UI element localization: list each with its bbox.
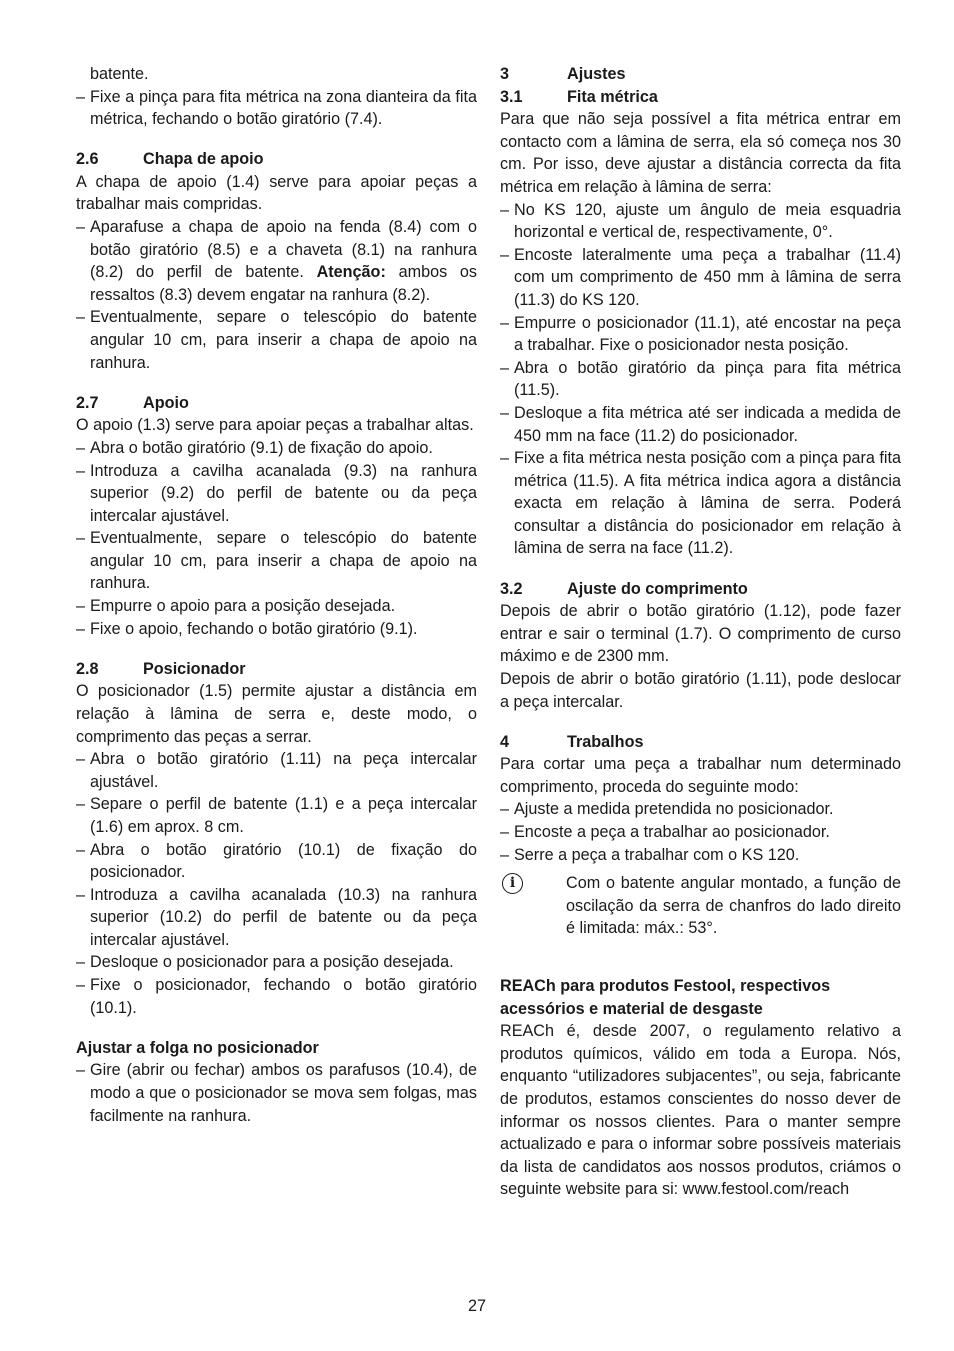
steps-list: [76, 748, 477, 1019]
paragraph: O posicionador (1.5) permite ajustar a distância em relação à lâmina de serra e, deste modo, o comprimento das peças a serrar.: [76, 682, 477, 746]
section-title: Trabalhos: [567, 732, 644, 751]
info-icon: i: [502, 873, 523, 894]
right-column: [500, 63, 901, 1201]
list-item: – Abra o botão giratório (10.1) de fixação do posicionador.: [76, 839, 477, 884]
section-heading-3-1: [500, 86, 901, 109]
list-item: [76, 216, 477, 306]
list-item: – Encoste a peça a trabalhar ao posicionador.: [500, 821, 901, 844]
note-text: Com o batente angular montado, a função de oscilação da serra de chanfros do lado direito é limitada: máx.: 53°.: [566, 874, 901, 938]
section-number: 3: [500, 65, 510, 83]
section-heading-3-2: [500, 578, 901, 601]
steps-list: [76, 1059, 477, 1127]
section-number: 2.8: [76, 659, 99, 678]
section-number: 4: [500, 732, 510, 751]
paragraph: A chapa de apoio (1.4) serve para apoiar peças a trabalhar mais compridas.: [76, 172, 477, 214]
text-run: ambos os ressaltos (8.3) devem engatar na ranhura (8.2).: [90, 263, 477, 304]
left-column: [76, 63, 477, 1127]
list-item: – Eventualmente, separe o telescópio do batente angular 10 cm, para inserir a chapa de apoio na ranhura.: [76, 527, 477, 595]
list-item: – Separe o perfil de batente (1.1) e a peça intercalar (1.6) em aprox. 8 cm.: [76, 793, 477, 838]
list-item: – Desloque o posicionador para a posição desejada.: [76, 951, 477, 974]
list-item: – Introduza a cavilha acanalada (10.3) na ranhura superior (10.2) do perfil de batente ou da peça intercalar ajustável.: [76, 884, 477, 952]
section-number: 3.2: [500, 579, 523, 598]
list-item: – Abra o botão giratório (1.11) na peça intercalar ajustável.: [76, 748, 477, 793]
list-item: – Empurre o apoio para a posição desejada.: [76, 595, 477, 618]
list-item: – Fixe o apoio, fechando o botão giratório (9.1).: [76, 618, 477, 641]
paragraph: REACh é, desde 2007, o regulamento relativo a produtos químicos, válido em toda a Europa. Nós, enquanto “utilizadores subjacentes”, ou seja, fabricante de produtos, estamos conscientes do nosso dever de informar os nossos clientes. Para o manter sempre actualizado e para o informar sobre possíveis materiais da lista de candidatos aos nossos produtos, criámos o seguinte website para si: www.festool.com/reach: [500, 1022, 901, 1199]
section-heading-3: [500, 63, 901, 86]
list-item: – Empurre o posicionador (11.1), até encostar na peça a trabalhar. Fixe o posicionador nesta posição.: [500, 312, 901, 357]
list-item: – Serre a peça a trabalhar com o KS 120.: [500, 844, 901, 867]
section-heading-4: [500, 731, 901, 754]
section-number: 3.1: [500, 87, 523, 106]
paragraph: O apoio (1.3) serve para apoiar peças a trabalhar altas.: [76, 416, 474, 435]
list-item: – Eventualmente, separe o telescópio do batente angular 10 cm, para inserir a chapa de apoio na ranhura.: [76, 306, 477, 374]
steps-list: [500, 798, 901, 866]
intro-list: [76, 86, 477, 131]
section-title: Posicionador: [143, 659, 246, 678]
section-heading-2-8: [76, 658, 477, 681]
list-item: – Fixe a fita métrica nesta posição com a pinça para fita métrica (11.5). A fita métrica indica agora a distância exacta em relação à lâmina de serra. Poderá consultar a distância do posicionador em relação à lâmina de serra na face (11.2).: [500, 447, 901, 560]
paragraph: Para que não seja possível a fita métrica entrar em contacto com a lâmina de serra, ela só começa nos 30 cm. Por isso, deve ajustar a distância correcta da fita métrica em relação à lâmina de serra:: [500, 110, 901, 196]
section-number: 2.7: [76, 393, 99, 412]
section-title: Apoio: [143, 393, 189, 412]
list-item: – Gire (abrir ou fechar) ambos os parafusos (10.4), de modo a que o posicionador se mova sem folgas, mas facilmente na ranhura.: [76, 1059, 477, 1127]
section-heading-2-6: [76, 148, 477, 171]
paragraph: Depois de abrir o botão giratório (1.11), pode deslocar a peça intercalar.: [500, 669, 901, 711]
steps-list: [500, 199, 901, 561]
list-item: – Abra o botão giratório (9.1) de fixação do apoio.: [76, 437, 477, 460]
steps-list: [76, 437, 477, 640]
info-note: [500, 872, 901, 940]
steps-list: [76, 216, 477, 374]
list-item: – Abra o botão giratório da pinça para fita métrica (11.5).: [500, 357, 901, 402]
section-title: Ajuste do comprimento: [567, 579, 748, 598]
reach-heading: REACh para produtos Festool, respectivos acessórios e material de desgaste: [500, 976, 831, 1018]
text-run: Aparafuse a chapa de apoio na fenda (8.4) com o botão giratório (8.5) e a chaveta (8.1) na ranhura (8.2) do perfil de batente.: [90, 218, 477, 282]
section-title: Chapa de apoio: [143, 150, 264, 169]
list-item: – No KS 120, ajuste um ângulo de meia esquadria horizontal e vertical de, respectivamente, 0°.: [500, 199, 901, 244]
warning-label: Atenção:: [316, 263, 386, 282]
section-number: 2.6: [76, 150, 99, 169]
list-item: – Ajuste a medida pretendida no posicionador.: [500, 798, 901, 821]
section-title: Fita métrica: [567, 87, 658, 106]
list-item: – Introduza a cavilha acanalada (9.3) na ranhura superior (9.2) do perfil de batente ou da peça intercalar ajustável.: [76, 460, 477, 528]
section-title: Ajustes: [567, 65, 626, 83]
list-item: – Fixe o posicionador, fechando o botão giratório (10.1).: [76, 974, 477, 1019]
subheading-folga: Ajustar a folga no posicionador: [76, 1038, 319, 1057]
continued-text: batente.: [90, 65, 149, 83]
list-item: – Fixe a pinça para fita métrica na zona dianteira da fita métrica, fechando o botão giratório (7.4).: [76, 86, 477, 131]
paragraph: Depois de abrir o botão giratório (1.12), pode fazer entrar e sair o terminal (1.7). O comprimento de curso máximo e de 2300 mm.: [500, 602, 901, 666]
page-number: 27: [467, 1297, 486, 1315]
list-item: – Encoste lateralmente uma peça a trabalhar (11.4) com um comprimento de 450 mm à lâmina de serra (11.3) do KS 120.: [500, 244, 901, 312]
list-item: – Desloque a fita métrica até ser indicada a medida de 450 mm na face (11.2) do posicionador.: [500, 402, 901, 447]
paragraph: Para cortar uma peça a trabalhar num determinado comprimento, proceda do seguinte modo:: [500, 755, 901, 796]
section-heading-2-7: [76, 392, 477, 415]
